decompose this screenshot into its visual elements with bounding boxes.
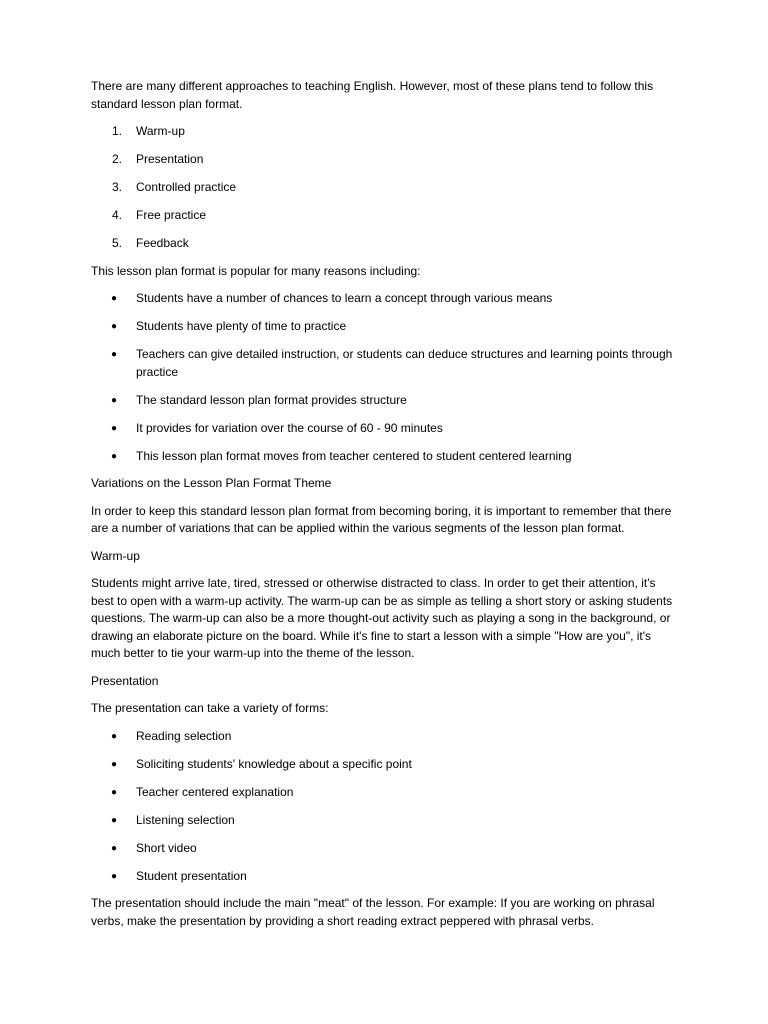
intro-paragraph: There are many different approaches to teaching English. However, most of these plans tend to follow this standard lesson plan format.: [91, 79, 654, 111]
bullet-icon: ●: [111, 730, 118, 742]
list-item-text: Presentation: [136, 152, 204, 166]
list-item: [91, 728, 678, 746]
lesson-steps-list: [91, 123, 678, 253]
list-item-text: Students have a number of chances to learn a concept through various means: [136, 291, 553, 305]
bullet-icon: ●: [111, 349, 118, 360]
list-item-text: Free practice: [136, 208, 207, 222]
list-item: [91, 290, 678, 308]
bullet-icon: ●: [111, 321, 118, 332]
reasons-list: [91, 290, 678, 465]
bullet-icon: ●: [111, 293, 118, 304]
list-item: [91, 346, 678, 381]
bullet-icon: ●: [111, 870, 118, 882]
bullet-icon: ●: [111, 450, 118, 462]
presentation-intro: The presentation can take a variety of forms:: [91, 701, 329, 715]
list-number: 4.: [112, 208, 123, 222]
list-item: [91, 179, 678, 197]
bullet-icon: ●: [111, 842, 118, 854]
list-number: 5.: [112, 236, 123, 250]
list-item: [91, 151, 678, 169]
list-item: [91, 448, 678, 466]
presentation-forms-list: [91, 728, 678, 886]
list-item-text: The standard lesson plan format provides structure: [136, 392, 407, 407]
list-item-text: Teachers can give detailed instruction, or students can deduce structures and learning points through practice: [136, 347, 673, 379]
list-item-text: Teacher centered explanation: [136, 784, 294, 799]
list-item: [91, 756, 678, 774]
bullet-icon: ●: [111, 394, 118, 406]
warmup-heading: Warm-up: [91, 548, 140, 563]
bullet-icon: ●: [111, 758, 118, 770]
list-item: [91, 784, 678, 802]
list-number: 3.: [112, 180, 123, 194]
list-item: [91, 207, 678, 225]
list-item-text: Short video: [136, 840, 197, 855]
presentation-heading: Presentation: [91, 673, 159, 688]
reasons-intro: This lesson plan format is popular for many reasons including:: [91, 263, 421, 278]
bullet-icon: ●: [111, 786, 118, 798]
list-item: [91, 318, 678, 336]
list-item-text: Listening selection: [136, 812, 235, 827]
variations-heading: Variations on the Lesson Plan Format Theme: [91, 476, 332, 490]
warmup-paragraph: Students might arrive late, tired, stressed or otherwise distracted to class. In order to get their attention, it's best to open with a warm-up activity. The warm-up can be as simple as telling a short story or asking students questions. The warm-up can also be a more thought-out activity such as playing a song in the background, or drawing an elaborate picture on the board. While it's fine to start a lesson with a simple "How are you", it's much better to tie your warm-up into the theme of the lesson.: [91, 576, 673, 660]
list-item-text: Controlled practice: [136, 180, 237, 194]
list-item-text: Reading selection: [136, 728, 232, 743]
list-item-text: Soliciting students' knowledge about a specific point: [136, 756, 412, 771]
list-number: 2.: [112, 152, 123, 166]
bullet-icon: ●: [111, 422, 118, 434]
list-item: [91, 812, 678, 830]
list-item: [91, 235, 678, 253]
variations-paragraph: In order to keep this standard lesson plan format from becoming boring, it is important to remember that there are a number of variations that can be applied within the various segments of the lesson plan format.: [91, 503, 672, 535]
list-item-text: It provides for variation over the course of 60 - 90 minutes: [136, 420, 443, 435]
list-item: [91, 123, 678, 141]
list-item-text: Warm-up: [136, 124, 185, 138]
bullet-icon: ●: [111, 814, 118, 826]
list-item-text: Student presentation: [136, 868, 247, 883]
list-item: [91, 420, 678, 438]
list-item-text: Students have plenty of time to practice: [136, 319, 347, 333]
list-item: [91, 868, 678, 886]
list-number: 1.: [112, 124, 123, 138]
list-item-text: Feedback: [136, 236, 189, 250]
list-item: [91, 840, 678, 858]
list-item: [91, 392, 678, 410]
list-item-text: This lesson plan format moves from teacher centered to student centered learning: [136, 448, 572, 463]
presentation-paragraph: The presentation should include the main "meat" of the lesson. For example: If you are working on phrasal verbs, make the presentation by providing a short reading extract peppered with phrasal verbs.: [91, 896, 655, 928]
